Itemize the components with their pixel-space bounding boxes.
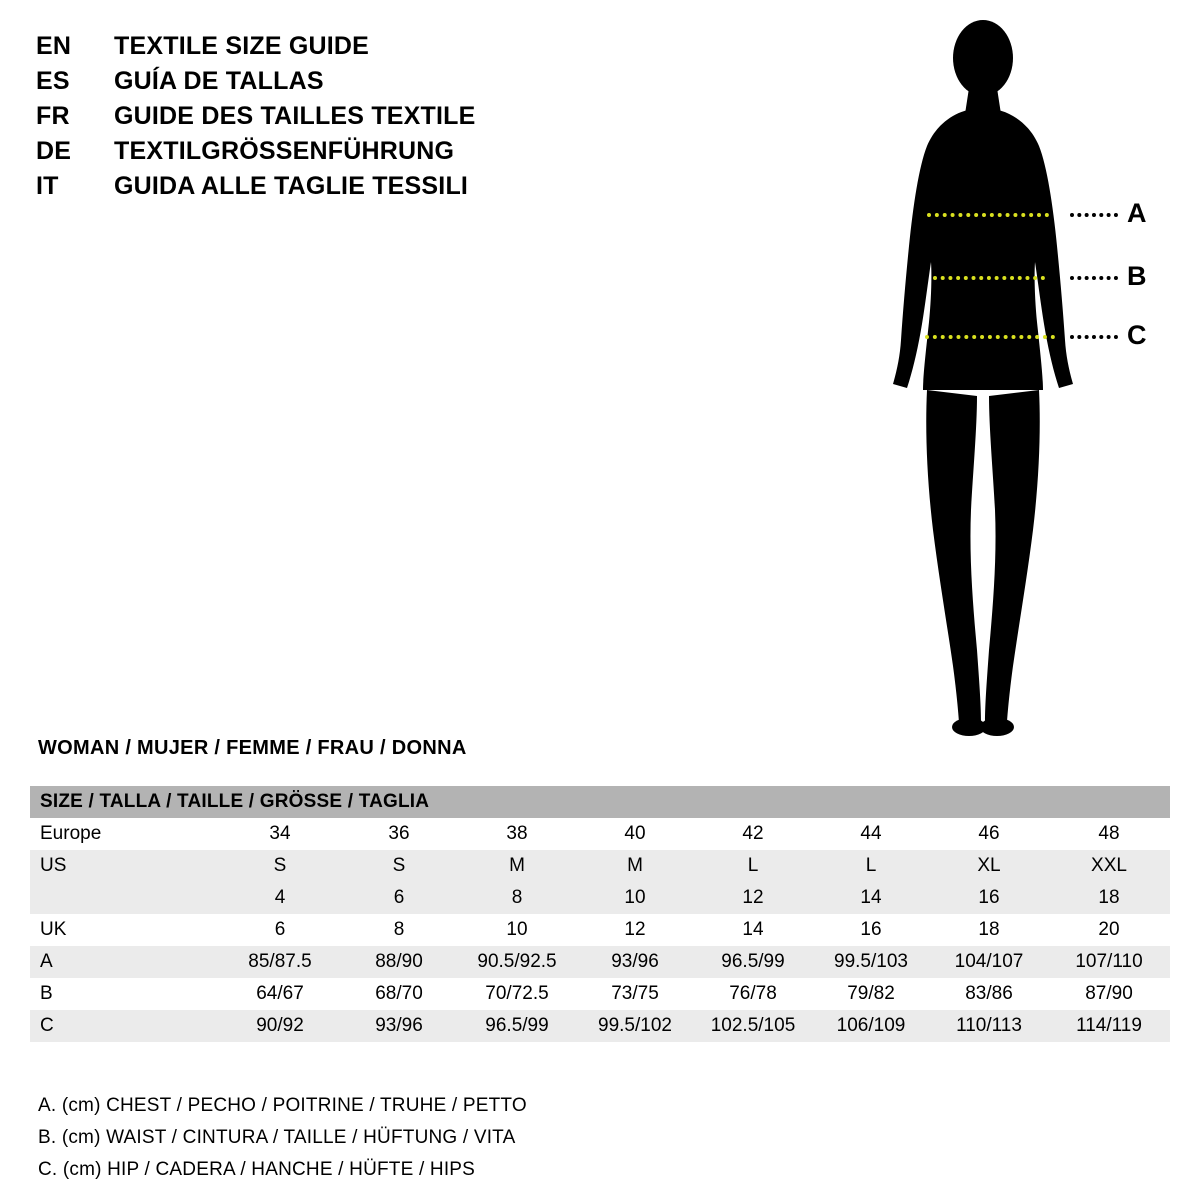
row-label: US	[40, 855, 67, 876]
cell: 10	[506, 919, 528, 940]
cell: 64/67	[256, 983, 304, 1004]
size-guide-figure	[855, 10, 1175, 750]
language-title: GUIDE DES TAILLES TEXTILE	[114, 102, 476, 130]
cell: L	[865, 855, 877, 876]
language-title-block	[36, 32, 596, 207]
cell: 16	[978, 887, 1000, 908]
language-code: DE	[36, 137, 72, 165]
language-row	[36, 102, 596, 137]
cell: 8	[393, 919, 405, 940]
row-label: UK	[40, 919, 67, 940]
cell: 44	[860, 823, 882, 844]
cell: 106/109	[836, 1015, 906, 1036]
table-row	[30, 850, 1170, 882]
cell: 102.5/105	[710, 1015, 796, 1036]
cell: M	[627, 855, 643, 876]
cell: 104/107	[954, 951, 1024, 972]
table-row	[30, 914, 1170, 946]
cell: 40	[624, 823, 646, 844]
cell: L	[747, 855, 759, 876]
cell: 88/90	[375, 951, 423, 972]
cell: 90/92	[256, 1015, 304, 1036]
footnotes	[38, 1090, 527, 1186]
cell: 114/119	[1076, 1015, 1142, 1036]
footnote-c: C. (cm) HIP / CADERA / HANCHE / HÜFTE / HIPS	[38, 1159, 476, 1180]
row-label: C	[40, 1015, 54, 1036]
cell: S	[392, 855, 406, 876]
language-row	[36, 67, 596, 102]
language-row	[36, 172, 596, 207]
language-title: GUIDA ALLE TAGLIE TESSILI	[114, 172, 469, 200]
row-label: B	[40, 983, 53, 1004]
cell: XXL	[1091, 855, 1127, 876]
cell: 38	[506, 823, 528, 844]
table-row	[30, 818, 1170, 850]
cell: 10	[624, 887, 646, 908]
cell: S	[273, 855, 287, 876]
language-row	[36, 137, 596, 172]
female-silhouette-icon	[855, 10, 1175, 750]
language-code: ES	[36, 67, 70, 95]
hip-measure-line	[925, 335, 1055, 339]
cell: 8	[511, 887, 523, 908]
language-title: TEXTILGRÖSSENFÜHRUNG	[114, 137, 455, 165]
cell: 107/110	[1075, 951, 1143, 972]
cell: 93/96	[611, 951, 659, 972]
language-code: IT	[36, 172, 59, 200]
waist-lead-line	[1070, 276, 1118, 280]
cell: 46	[978, 823, 1000, 844]
cell: 4	[274, 887, 286, 908]
language-row	[36, 32, 596, 67]
cell: 96.5/99	[485, 1015, 549, 1036]
cell: 68/70	[375, 983, 423, 1004]
cell: 79/82	[847, 983, 895, 1004]
cell: 99.5/102	[598, 1015, 672, 1036]
chest-lead-line	[1070, 213, 1118, 217]
cell: 76/78	[729, 983, 777, 1004]
cell: XL	[977, 855, 1001, 876]
size-table	[30, 786, 1170, 1042]
cell: 6	[274, 919, 286, 940]
row-label	[30, 882, 220, 914]
cell: 16	[860, 919, 882, 940]
cell: M	[509, 855, 525, 876]
language-code: FR	[36, 102, 70, 130]
cell: 87/90	[1085, 983, 1133, 1004]
cell: 93/96	[375, 1015, 423, 1036]
cell: 96.5/99	[721, 951, 785, 972]
table-row	[30, 946, 1170, 978]
language-title: TEXTILE SIZE GUIDE	[114, 32, 370, 60]
waist-measure-line	[933, 276, 1045, 280]
cell: 14	[742, 919, 764, 940]
cell: 36	[388, 823, 410, 844]
cell: 14	[860, 887, 882, 908]
footnote-a: A. (cm) CHEST / PECHO / POITRINE / TRUHE / PETTO	[38, 1095, 527, 1116]
cell: 6	[393, 887, 405, 908]
footnote-b: B. (cm) WAIST / CINTURA / TAILLE / HÜFTUNG / VITA	[38, 1127, 516, 1148]
language-title: GUÍA DE TALLAS	[114, 67, 324, 95]
measure-label-a: A	[1127, 198, 1147, 228]
cell: 90.5/92.5	[477, 951, 557, 972]
cell: 83/86	[965, 983, 1013, 1004]
cell: 110/113	[956, 1015, 1022, 1036]
cell: 73/75	[611, 983, 659, 1004]
cell: 99.5/103	[834, 951, 908, 972]
table-header-label: SIZE / TALLA / TAILLE / GRÖSSE / TAGLIA	[40, 791, 430, 812]
cell: 34	[269, 823, 291, 844]
row-label: A	[40, 951, 53, 972]
measure-label-b: B	[1127, 261, 1147, 291]
chest-measure-line	[927, 213, 1049, 217]
table-row	[30, 1010, 1170, 1042]
cell: 12	[742, 887, 764, 908]
cell: 18	[1098, 887, 1120, 908]
cell: 85/87.5	[248, 951, 312, 972]
row-label: Europe	[40, 823, 102, 844]
table-row	[30, 882, 1170, 914]
section-title: WOMAN / MUJER / FEMME / FRAU / DONNA	[38, 737, 467, 759]
cell: 12	[624, 919, 646, 940]
cell: 48	[1098, 823, 1120, 844]
table-header-row	[30, 786, 1170, 818]
cell: 18	[978, 919, 1000, 940]
table-row	[30, 978, 1170, 1010]
hip-lead-line	[1070, 335, 1118, 339]
cell: 42	[742, 823, 764, 844]
cell: 70/72.5	[485, 983, 549, 1004]
language-code: EN	[36, 32, 72, 60]
cell: 20	[1098, 919, 1120, 940]
measure-label-c: C	[1127, 320, 1147, 350]
